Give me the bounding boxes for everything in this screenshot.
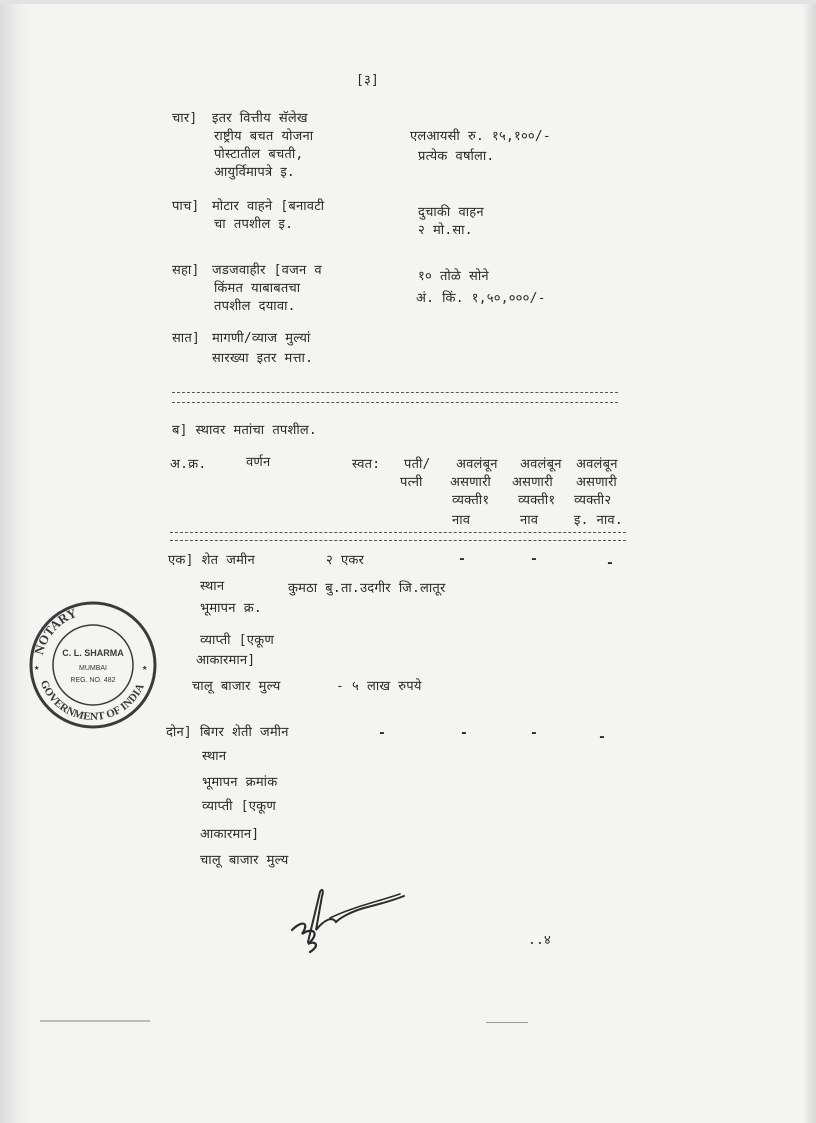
row2-location-label: स्थान [202,749,227,764]
item-desc-line: जडजवाहीर [वजन व [212,263,322,278]
col-header-dep3: असणारी [576,475,617,490]
item-value-line: दुचाकी वाहन [418,205,484,220]
col-header-dep3: इ. नाव. [574,513,623,528]
row1-location-value: कुमठा बु.ता.उदगीर जि.लातूर [288,581,446,596]
row1-dash: - [458,552,466,567]
stamp-star-icon: ★ [142,663,148,673]
row1-label: एक] शेत जमीन [168,553,255,568]
item-desc-line: आयुर्विमापत्रे इ. [214,165,295,180]
notary-stamp [28,600,158,730]
item-value-line: १० तोळे सोने [418,269,489,284]
row1-dash: - [606,556,614,571]
stamp-outer-top: NOTARY [31,605,79,657]
row2-area-label: व्याप्ती [एकूण [202,799,276,814]
stamp-star-icon: ★ [34,663,40,673]
col-header-dep2: व्यक्ती१ [518,493,556,508]
col-header-dep1: व्यक्ती१ [452,493,490,508]
stamp-place: MUMBAI [79,665,107,672]
stamp-outer-bottom: GOVERNMENT OF INDIA [37,678,147,724]
item-value-line: एलआयसी रु. १५,१००/- [410,129,551,144]
item-desc-line: पोस्टातील बचती, [214,147,304,162]
item-value-line: प्रत्येक वर्षाला. [418,149,495,164]
table-divider [170,532,626,533]
scan-artifact [40,1020,150,1022]
row2-label: दोन] बिगर शेती जमीन [166,725,289,740]
col-header-dep1: नाव [452,513,471,528]
scan-shadow-top [0,0,816,4]
col-header-self: स्वत: [352,457,381,472]
item-label-7: सात] [172,331,200,346]
stamp-reg: REG. NO. 482 [70,677,116,684]
row2-market-label: चालू बाजार मुल्य [200,853,289,868]
row2-area-label: आकारमान] [200,827,260,842]
row2-survey-label: भूमापन क्रमांक [202,775,278,790]
item-desc-line: इतर वित्तीय सॅलेख [212,111,308,126]
item-label-6: सहा] [172,263,200,278]
col-header-sr: अ.क्र. [170,457,207,472]
page-number: [३] [356,73,380,88]
row2-dash: - [378,726,386,741]
item-desc-line: चा तपशील इ. [214,217,294,232]
row1-dash: - [530,552,538,567]
item-desc-line: सारख्या इतर मत्ता. [212,351,314,366]
item-desc-line: राष्ट्रीय बचत योजना [214,129,314,144]
signature [280,882,410,962]
table-divider [170,540,626,541]
col-header-desc: वर्णन [246,455,271,470]
row1-self-value: २ एकर [326,553,365,568]
col-header-dep2: अवलंबून [520,457,562,472]
row1-market-value: - ५ लाख रुपये [336,679,422,694]
item-label-5: पाच] [172,199,200,214]
scan-artifact [486,1022,528,1023]
scan-shadow-right [802,0,816,1123]
col-header-dep2: असणारी [512,475,553,490]
row1-market-label: चालू बाजार मुल्य [192,679,281,694]
row2-dash: - [598,730,606,745]
row1-area-label: व्याप्ती [एकूण [200,633,274,648]
col-header-dep3: अवलंबून [576,457,618,472]
row2-dash: - [530,726,538,741]
row2-dash: - [460,726,468,741]
col-header-dep3: व्यक्ती२ [574,493,612,508]
col-header-dep2: नाव [520,513,539,528]
col-header-spouse: पत्नी [400,475,423,490]
item-value-line: २ मो.सा. [418,223,473,238]
col-header-dep1: अवलंबून [456,457,498,472]
item-desc-line: किंमत याबाबतचा [214,281,301,296]
row1-survey-label: भूमापन क्र. [200,601,262,616]
item-desc-line: मोटार वाहने [बनावटी [212,199,325,214]
row1-area-label: आकारमान] [196,653,256,668]
col-header-spouse: पती/ [404,457,431,472]
section-divider [172,402,618,403]
continue-marker: ..४ [528,933,552,948]
stamp-name: C. L. SHARMA [62,648,124,658]
immovable-heading: ब] स्थावर मतांचा तपशील. [172,423,317,438]
col-header-dep1: असणारी [450,475,491,490]
item-label-4: चार] [172,111,198,126]
section-divider [172,392,618,393]
item-desc-line: मागणी/व्याज मुल्यां [212,331,311,346]
row1-location-label: स्थान [200,579,225,594]
item-desc-line: तपशील दयावा. [214,299,296,314]
item-value-line: अं. किं. १,५०,०००/- [416,291,546,306]
scan-shadow-left [0,0,34,1123]
